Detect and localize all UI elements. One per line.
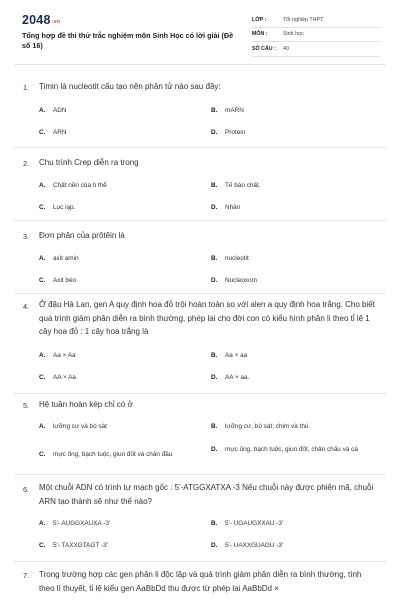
question-number: 1. xyxy=(23,83,30,92)
option-key: B. xyxy=(211,520,218,527)
question-text: Đơn phân của prôtêin là xyxy=(39,231,125,240)
option-b[interactable] xyxy=(211,519,283,528)
option-key: C. xyxy=(39,542,46,549)
question-number: 3. xyxy=(23,232,30,241)
site-logo[interactable] xyxy=(22,13,60,27)
option-c[interactable] xyxy=(39,541,108,550)
option-key: B. xyxy=(211,182,218,189)
option-text: ADN xyxy=(53,107,67,114)
question-text: Timin là nucleotit cấu tạo nên phân tử nào sau đây: xyxy=(39,82,221,91)
option-key: C. xyxy=(39,451,46,458)
meta-label: SỐ CÂU : xyxy=(252,45,276,52)
option-text: 5'- AUGGXAUXA -3' xyxy=(53,520,111,527)
option-text: Nucleoxom xyxy=(225,277,257,284)
meta-row-subject xyxy=(252,28,380,43)
option-a[interactable] xyxy=(39,422,107,431)
option-text: AA × Aa xyxy=(53,374,76,381)
option-text: mARN xyxy=(225,107,244,114)
option-key: B. xyxy=(211,352,218,359)
option-b[interactable] xyxy=(211,422,308,431)
option-key: C. xyxy=(39,374,46,381)
option-text: Protein xyxy=(225,129,246,136)
option-key: D. xyxy=(211,277,218,284)
option-text: mực ống, bạch tuộc, giun đốt và chân đầu xyxy=(53,451,173,458)
option-a[interactable] xyxy=(39,351,76,360)
option-text: Chất nền của ti thể xyxy=(53,182,107,189)
option-d[interactable] xyxy=(211,128,245,137)
question-number: 4. xyxy=(23,302,30,311)
option-a[interactable] xyxy=(39,181,107,190)
option-d[interactable] xyxy=(211,203,240,212)
question-number: 2. xyxy=(23,159,30,168)
question-number: 6. xyxy=(23,485,30,494)
question-text: Một chuỗi ADN có trình tự mạch gốc : 5'-ATGGXATXA -3 Nếu chuỗi này được phiên mã, chuỗi ARN tạo thành sẽ như thế nào? xyxy=(39,483,374,506)
option-text: 5'- UAXXGUAGU -3' xyxy=(225,542,284,549)
option-d[interactable] xyxy=(211,445,370,454)
option-text: lưỡng cư và bò sát xyxy=(53,423,107,430)
option-text: Aa × Aa xyxy=(53,352,76,359)
question-text: Ở đậu Hà Lan, gen A quy định hoa đỏ trội hoàn toàn so với alen a quy định hoa trắng. Cho biết quá trình giảm phân diễn ra bình thường, phép lai cho đời con có kiểu hình phân li theo tỉ lệ 1 cây hoa đỏ : 1 cây hoa trắng là xyxy=(39,300,375,336)
meta-table xyxy=(252,13,380,57)
option-text: lưỡng cư, bò sát, chim và thú xyxy=(225,423,309,430)
question-number: 7. xyxy=(23,571,30,580)
option-text: AA × aa. xyxy=(225,374,250,381)
option-b[interactable] xyxy=(211,254,249,263)
option-key: A. xyxy=(39,182,46,189)
option-c[interactable] xyxy=(39,203,75,212)
meta-value: 40 xyxy=(283,45,289,52)
meta-row-count xyxy=(252,42,380,57)
option-key: A. xyxy=(39,352,46,359)
option-text: nucleotit xyxy=(225,255,249,262)
option-key: B. xyxy=(211,255,218,262)
option-key: A. xyxy=(39,423,46,430)
option-a[interactable] xyxy=(39,254,79,263)
logo-main: 2048 xyxy=(22,13,51,27)
option-key: C. xyxy=(39,129,46,136)
logo-suffix: .vn xyxy=(51,19,61,25)
option-key: D. xyxy=(211,542,218,549)
option-key: D. xyxy=(211,374,218,381)
option-text: 5'- UGAUGXXAU -3' xyxy=(225,520,284,527)
question-7 xyxy=(0,562,400,592)
option-b[interactable] xyxy=(211,181,261,190)
document-header xyxy=(0,0,400,64)
option-d[interactable] xyxy=(211,541,283,550)
option-d[interactable] xyxy=(211,276,257,285)
option-key: B. xyxy=(211,423,218,430)
question-3 xyxy=(0,221,400,293)
meta-value: Sinh học xyxy=(283,31,304,38)
option-c[interactable] xyxy=(39,450,172,459)
option-a[interactable] xyxy=(39,106,67,115)
option-key: B. xyxy=(211,107,218,114)
option-b[interactable] xyxy=(211,351,247,360)
option-b[interactable] xyxy=(211,106,244,115)
question-2 xyxy=(0,148,400,220)
question-number: 5. xyxy=(23,401,30,410)
document-title: Tổng hợp đề thi thử trắc nghiệm môn Sinh Học có lời giải (Đề số 16) xyxy=(22,31,234,50)
option-a[interactable] xyxy=(39,519,110,528)
option-c[interactable] xyxy=(39,276,76,285)
option-key: A. xyxy=(39,107,46,114)
option-c[interactable] xyxy=(39,128,67,137)
question-6 xyxy=(0,475,400,561)
option-c[interactable] xyxy=(39,373,76,382)
meta-value: Tốt nghiệp THPT xyxy=(283,16,324,23)
meta-label: LỚP : xyxy=(252,16,267,23)
question-5 xyxy=(0,394,400,474)
option-text: Aa × aa xyxy=(225,352,248,359)
option-text: axit amin xyxy=(53,255,79,262)
option-text: Axit béo xyxy=(53,277,77,284)
option-text: Lục lạp. xyxy=(53,204,76,211)
option-text: 5'- TAXXGTAGT -3' xyxy=(53,542,108,549)
option-text: Nhân xyxy=(225,204,241,211)
option-text: ARN xyxy=(53,129,67,136)
option-key: A. xyxy=(39,520,46,527)
option-key: A. xyxy=(39,255,46,262)
meta-row-class xyxy=(252,13,380,28)
option-key: C. xyxy=(39,204,46,211)
option-text: mực ống, bạch tuộc, giun đốt, chân chấu và cá xyxy=(225,446,358,453)
question-text: Hệ tuần hoàn kép chỉ có ở xyxy=(39,400,133,409)
option-d[interactable] xyxy=(211,373,249,382)
option-key: D. xyxy=(211,129,218,136)
question-4 xyxy=(0,294,400,393)
option-key: D. xyxy=(211,446,218,453)
question-1 xyxy=(0,65,400,140)
question-text: Trong trường hợp các gen phân li độc lập và quá trình giảm phân diễn ra bình thường, tính theo lí thuyết, tỉ lệ kiểu gen AaBbDd thu được từ phép lai AaBbDd × xyxy=(39,570,362,593)
question-text: Chu trình Crep diễn ra trong xyxy=(39,158,139,167)
option-text: Tế bào chất. xyxy=(225,182,261,189)
option-key: C. xyxy=(39,277,46,284)
option-key: D. xyxy=(211,204,218,211)
meta-label: MÔN : xyxy=(252,31,268,38)
